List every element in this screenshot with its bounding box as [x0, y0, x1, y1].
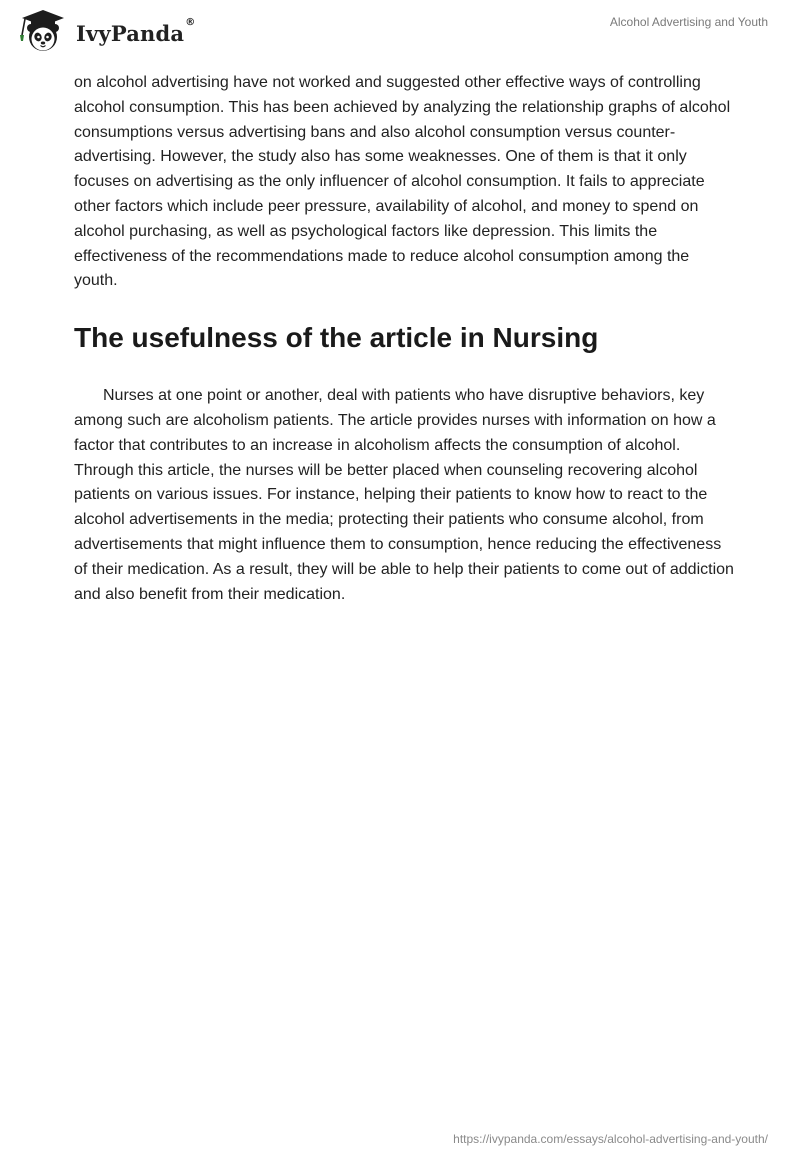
- running-title: Alcohol Advertising and Youth: [609, 15, 768, 29]
- registered-mark: ®: [185, 16, 196, 28]
- section-heading: The usefulness of the article in Nursing: [74, 322, 599, 354]
- footer-source-url[interactable]: https://ivypanda.com/essays/alcohol-advertising-and-youth/: [453, 1132, 768, 1146]
- paragraph-continued: on alcohol advertising have not worked and suggested other effective ways of controlling alcohol consumption. This has been achieved by analyzing the relationship graphs of alcohol consumptions versus advertising bans and also alcohol consumption versus counter-advertising. However, the study also has some weaknesses. One of them is that it only focuses on advertising as the only influencer of alcohol consumption. It fails to appreciate other factors which include peer pressure, availability of alcohol, and money to spend on alcohol purchasing, as well as psychological factors like depression. This limits the effectiveness of the recommendations made to reduce alcohol consumption among the youth.: [74, 74, 731, 290]
- panda-graduation-cap-icon: [14, 8, 72, 54]
- brand-logo[interactable]: [14, 8, 195, 54]
- essay-content: [74, 71, 734, 607]
- section-paragraph: Nurses at one point or another, deal with patients who have disruptive behaviors, key among such are alcoholism patients. The article provides nurses with information on how a factor that contributes to an increase in alcoholism affects the consumption of alcohol. Through this article, the nurses will be better placed when counseling recovering alcohol patients on various issues. For instance, helping their patients to know how to react to the alcohol advertisements in the media; protecting their patients who consume alcohol, from advertisements that might influence them to consumption, hence reducing the effectiveness of their medication. As a result, they will be able to help their patients to come out of addiction and also benefit from their medication.: [74, 387, 734, 603]
- page-header: [0, 0, 800, 60]
- brand-name: IvyPanda®: [76, 16, 196, 46]
